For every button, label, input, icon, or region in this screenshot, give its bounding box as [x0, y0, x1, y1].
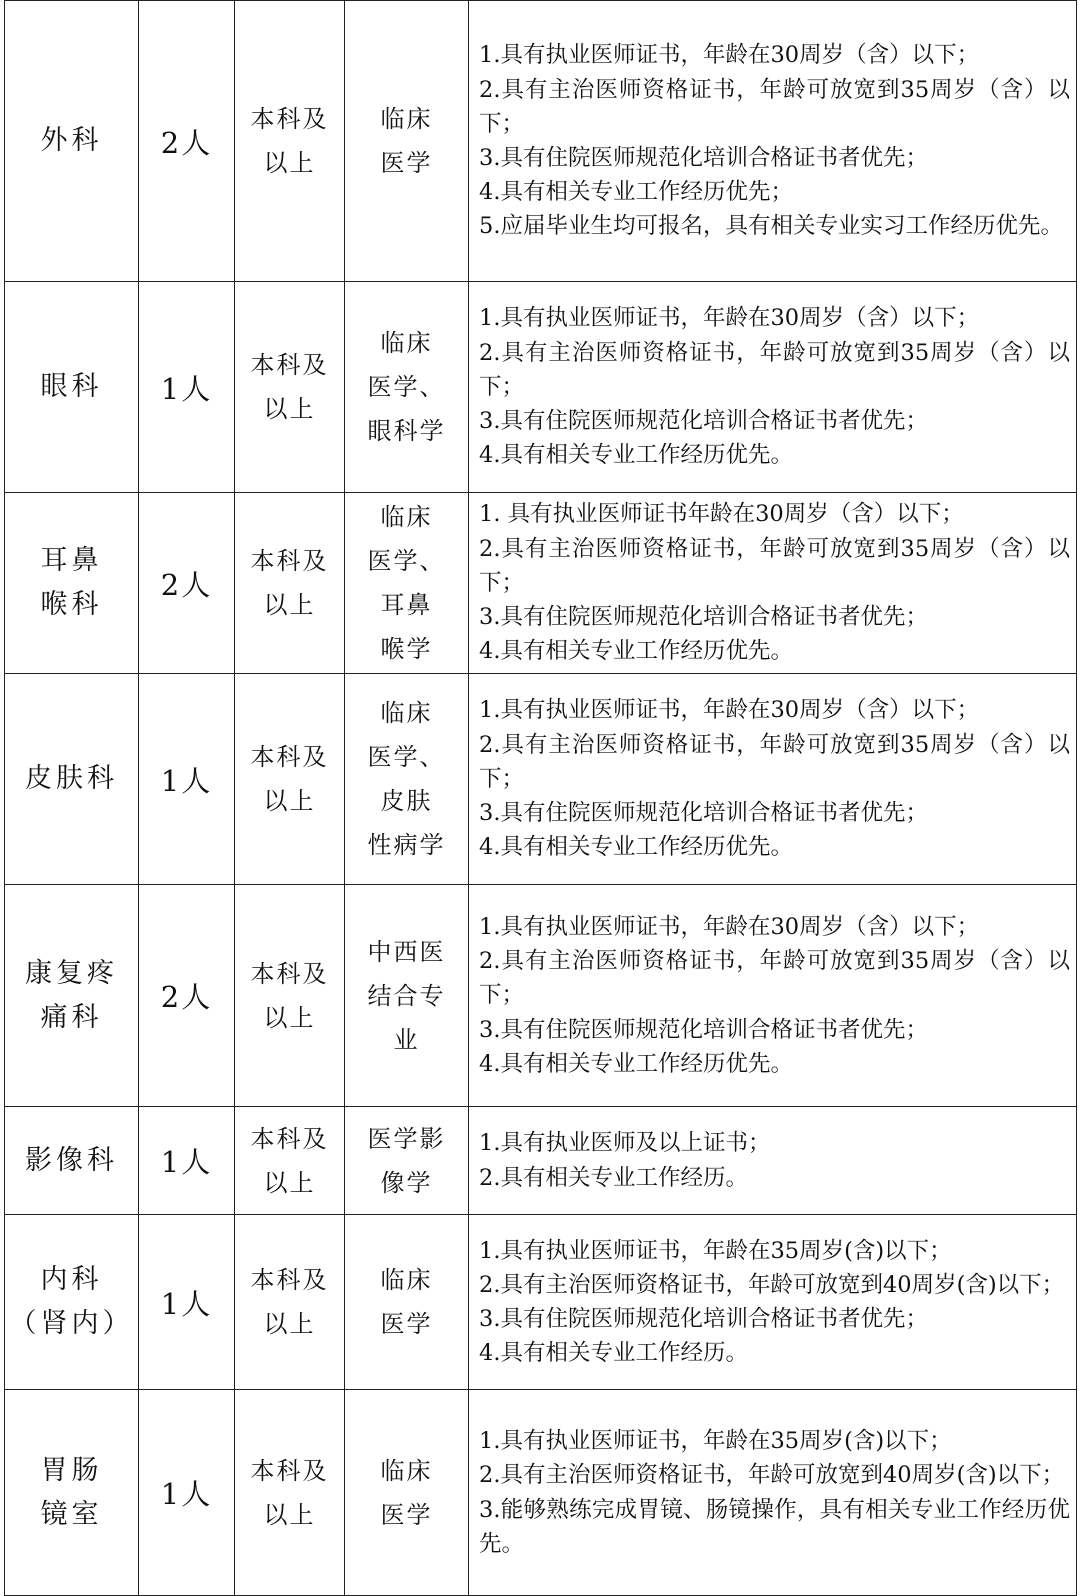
requirements-cell [469, 1, 1077, 282]
requirement-item: 4.具有相关专业工作经历优先。 [479, 1050, 793, 1077]
requirement-item: 3.具有住院医师规范化培训合格证书者优先； [479, 1306, 928, 1332]
department-cell [5, 885, 139, 1107]
education-cell [235, 493, 345, 674]
department-name: 眼科 [40, 371, 103, 402]
education-cell [235, 885, 345, 1107]
education-text: 本科及 [250, 105, 329, 133]
major-text: 像学 [380, 1168, 433, 1197]
major-text: 业 [393, 1025, 420, 1054]
major-cell [345, 1107, 469, 1215]
headcount-value: 1人 [160, 371, 213, 406]
major-text: 临床 [380, 329, 433, 357]
department-name: （肾内） [9, 1308, 134, 1339]
requirement-item: 3.具有住院医师规范化培训合格证书者优先； [479, 800, 928, 827]
requirement-item: 2.具有主治医师资格证书，年龄可放宽到35周岁（含）以下； [479, 339, 1070, 400]
table-row [5, 885, 1077, 1107]
requirement-item: 4.具有相关专业工作经历优先。 [479, 834, 793, 861]
education-text: 以上 [263, 591, 316, 619]
table-row [5, 282, 1077, 493]
requirement-item: 1.具有执业医师证书，年龄在30周岁（含）以下； [479, 305, 980, 332]
department-name: 影像科 [25, 1144, 118, 1176]
requirement-item: 2.具有相关专业工作经历。 [479, 1164, 748, 1191]
requirement-item: 2.具有主治医师资格证书，年龄可放宽到40周岁(含)以下； [479, 1271, 1065, 1298]
headcount-value: 1人 [160, 763, 213, 798]
headcount-cell [139, 1215, 235, 1390]
department-cell [5, 493, 139, 674]
major-text: 喉学 [380, 635, 433, 663]
department-name: 痛科 [40, 1001, 103, 1033]
department-name: 喉科 [40, 589, 103, 620]
department-name: 镜室 [40, 1498, 103, 1530]
education-text: 以上 [263, 1500, 316, 1529]
education-text: 以上 [263, 787, 316, 815]
requirement-item: 5.应届毕业生均可报名，具有相关专业实习工作经历优先。 [479, 213, 1063, 240]
major-text: 医学 [380, 1310, 433, 1338]
requirement-item: 1.具有执业医师证书，年龄在30周岁（含）以下； [479, 697, 980, 724]
department-cell [5, 674, 139, 885]
department-name: 外科 [40, 125, 103, 156]
education-cell [235, 1390, 345, 1596]
major-cell [345, 282, 469, 493]
education-text: 以上 [263, 1168, 316, 1197]
headcount-cell [139, 1, 235, 282]
table-row [5, 674, 1077, 885]
education-text: 以上 [263, 149, 316, 177]
requirement-item: 4.具有相关专业工作经历。 [479, 1340, 748, 1367]
requirement-item: 2.具有主治医师资格证书，年龄可放宽到35周岁（含）以下； [479, 535, 1070, 596]
major-text: 结合专 [367, 981, 446, 1010]
requirement-item: 2.具有主治医师资格证书，年龄可放宽到35周岁（含）以下； [479, 76, 1070, 137]
education-text: 本科及 [250, 1266, 329, 1294]
headcount-cell [139, 674, 235, 885]
requirement-item: 1.具有执业医师证书，年龄在30周岁（含）以下； [479, 42, 980, 69]
table-row [5, 1, 1077, 282]
major-text: 医学、 [367, 743, 446, 771]
requirements-cell [469, 674, 1077, 885]
department-name: 皮肤科 [25, 763, 118, 794]
major-text: 眼科学 [367, 417, 446, 445]
major-text: 临床 [380, 503, 433, 531]
department-cell [5, 1390, 139, 1596]
education-cell [235, 1215, 345, 1390]
major-text: 皮肤 [380, 787, 433, 815]
education-cell [235, 1, 345, 282]
requirement-item: 4.具有相关专业工作经历优先； [479, 179, 793, 206]
requirements-cell [469, 1390, 1077, 1596]
requirement-item: 4.具有相关专业工作经历优先。 [479, 638, 793, 665]
major-text: 医学、 [367, 547, 446, 575]
headcount-value: 2人 [160, 980, 213, 1014]
major-text: 医学、 [367, 373, 446, 401]
requirement-item: 1.具有执业医师证书，年龄在35周岁(含)以下； [479, 1428, 952, 1455]
requirement-item: 1.具有执业医师证书，年龄在30周岁（含）以下； [479, 913, 980, 940]
education-text: 以上 [263, 395, 316, 423]
education-text: 本科及 [250, 959, 329, 988]
education-cell [235, 674, 345, 885]
major-text: 医学 [380, 1500, 433, 1529]
department-name: 耳鼻 [40, 545, 103, 576]
requirement-item: 2.具有主治医师资格证书，年龄可放宽到40周岁(含)以下； [479, 1462, 1065, 1489]
major-cell [345, 1390, 469, 1596]
major-cell [345, 885, 469, 1107]
requirement-item: 1.具有执业医师证书，年龄在35周岁(含)以下； [479, 1237, 952, 1264]
requirements-cell [469, 282, 1077, 493]
major-cell [345, 1215, 469, 1390]
major-text: 耳鼻 [380, 591, 433, 619]
table-row [5, 1390, 1077, 1596]
headcount-value: 1人 [160, 1477, 213, 1511]
requirements-cell [469, 1107, 1077, 1215]
education-cell [235, 1107, 345, 1215]
requirement-item: 3.具有住院医师规范化培训合格证书者优先； [479, 145, 928, 171]
education-text: 本科及 [250, 547, 329, 575]
requirement-item: 2.具有主治医师资格证书，年龄可放宽到35周岁（含）以下； [479, 948, 1070, 1009]
department-cell [5, 1, 139, 282]
requirements-cell [469, 885, 1077, 1107]
major-text: 医学 [380, 149, 433, 177]
education-text: 以上 [263, 1310, 316, 1338]
education-text: 本科及 [250, 351, 329, 379]
requirement-item: 3.具有住院医师规范化培训合格证书者优先； [479, 408, 928, 435]
department-cell [5, 282, 139, 493]
headcount-value: 2人 [160, 125, 213, 160]
headcount-cell [139, 885, 235, 1107]
headcount-value: 1人 [160, 1286, 213, 1321]
major-cell [345, 493, 469, 674]
requirements-cell [469, 1215, 1077, 1390]
requirement-item: 3.具有住院医师规范化培训合格证书者优先； [479, 604, 928, 631]
recruitment-table [4, 0, 1077, 1596]
headcount-value: 1人 [160, 1145, 213, 1179]
major-text: 性病学 [367, 831, 446, 859]
headcount-cell [139, 282, 235, 493]
major-text: 临床 [380, 105, 433, 133]
major-text: 临床 [380, 1266, 433, 1294]
requirement-item: 1.具有执业医师及以上证书； [479, 1130, 771, 1157]
major-text: 临床 [380, 699, 433, 727]
headcount-value: 2人 [160, 567, 213, 602]
headcount-cell [139, 1390, 235, 1596]
major-text: 医学影 [367, 1124, 446, 1153]
major-cell [345, 1, 469, 282]
education-text: 以上 [263, 1003, 316, 1032]
headcount-cell [139, 1107, 235, 1215]
major-text: 临床 [380, 1456, 433, 1485]
requirement-item: 3.能够熟练完成胃镜、肠镜操作，具有相关专业工作经历优先。 [479, 1496, 1070, 1557]
education-cell [235, 282, 345, 493]
table-row [5, 493, 1077, 674]
department-name: 康复疼 [25, 957, 118, 989]
requirements-cell [469, 493, 1077, 674]
education-text: 本科及 [250, 1124, 329, 1153]
headcount-cell [139, 493, 235, 674]
education-text: 本科及 [250, 743, 329, 771]
table-row [5, 1215, 1077, 1390]
requirement-item: 4.具有相关专业工作经历优先。 [479, 442, 793, 469]
requirement-item: 3.具有住院医师规范化培训合格证书者优先； [479, 1016, 928, 1043]
department-name: 胃肠 [40, 1454, 103, 1486]
table-row [5, 1107, 1077, 1215]
department-name: 内科 [40, 1264, 103, 1295]
department-cell [5, 1107, 139, 1215]
education-text: 本科及 [250, 1456, 329, 1485]
requirement-item: 1. 具有执业医师证书年龄在30周岁（含）以下； [479, 501, 964, 528]
major-text: 中西医 [367, 937, 446, 966]
department-cell [5, 1215, 139, 1390]
major-cell [345, 674, 469, 885]
table-body [5, 1, 1077, 1596]
requirement-item: 2.具有主治医师资格证书，年龄可放宽到35周岁（含）以下； [479, 731, 1070, 792]
